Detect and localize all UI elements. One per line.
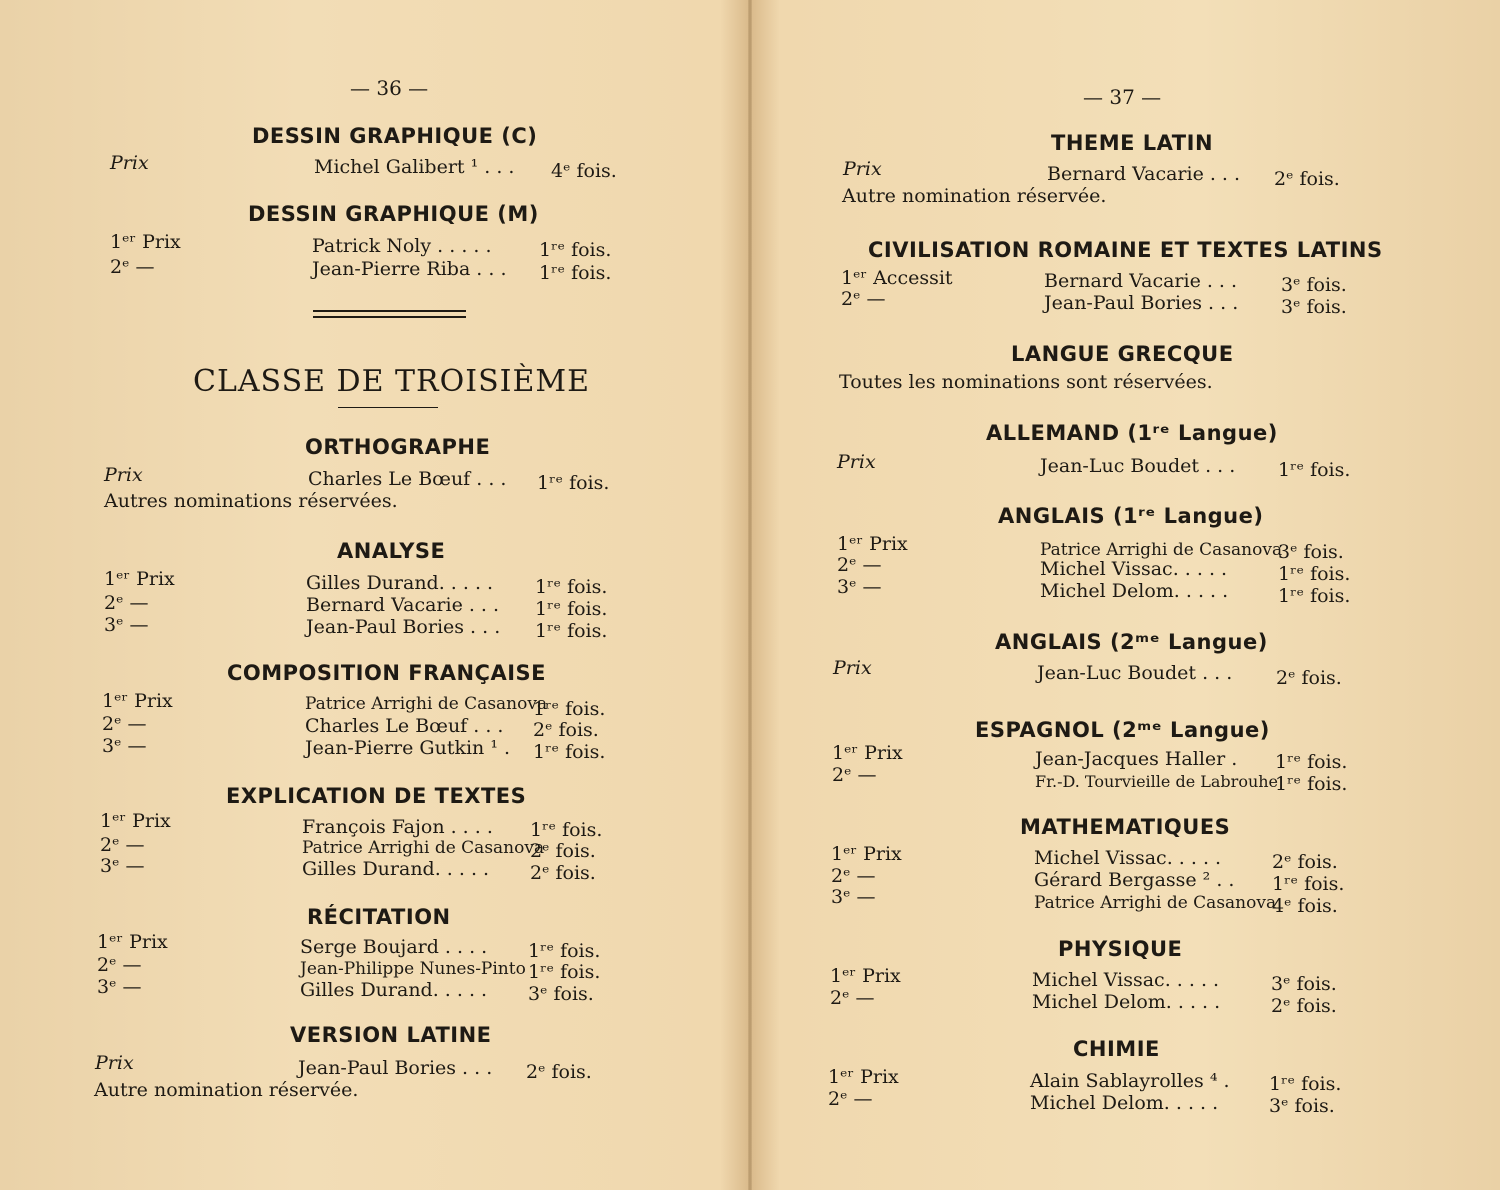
rank-label: 3ᵉ — <box>104 614 149 636</box>
reserved-note: Toutes les nominations sont réservées. <box>839 371 1213 393</box>
laureate-name: Serge Boujard . . . . <box>300 936 488 958</box>
laureate-name: Bernard Vacarie . . . <box>1044 270 1238 292</box>
section-heading: CHIMIE <box>1073 1037 1160 1061</box>
count-label: 1ʳᵉ fois. <box>528 940 601 962</box>
count-label: 3ᵉ fois. <box>1269 1095 1335 1117</box>
rank-label: 3ᵉ — <box>100 855 145 877</box>
page-number: — 37 — <box>1083 85 1162 109</box>
laureate-name: Jean-Luc Boudet . . . <box>1037 662 1233 684</box>
rank-label: Prix <box>95 1052 134 1074</box>
laureate-name: Jean-Jacques Haller . <box>1035 748 1238 770</box>
laureate-name: Patrice Arrighi de Casanova <box>1034 893 1277 913</box>
laureate-name: Bernard Vacarie . . . <box>1047 163 1241 185</box>
rank-label: 1ᵉʳ Prix <box>102 690 173 712</box>
section-heading: COMPOSITION FRANÇAISE <box>227 661 547 685</box>
count-label: 1ʳᵉ fois. <box>1275 751 1348 773</box>
rank-label: Prix <box>837 451 876 473</box>
laureate-name: Michel Galibert ¹ . . . <box>314 156 515 178</box>
count-label: 4ᵉ fois. <box>1272 895 1338 917</box>
laureate-name: Michel Vissac. . . . . <box>1034 847 1222 869</box>
count-label: 1ʳᵉ fois. <box>1272 873 1345 895</box>
rank-label: 1ᵉʳ Prix <box>837 533 908 555</box>
laureate-name: Bernard Vacarie . . . <box>306 594 500 616</box>
laureate-name: Alain Sablayrolles ⁴ . <box>1030 1070 1230 1092</box>
count-label: 1ʳᵉ fois. <box>535 576 608 598</box>
rank-label: 2ᵉ — <box>104 592 149 614</box>
count-label: 2ᵉ fois. <box>530 840 596 862</box>
page-number: — 36 — <box>350 76 429 100</box>
section-heading: ORTHOGRAPHE <box>305 435 491 459</box>
section-heading: THEME LATIN <box>1051 131 1214 155</box>
section-heading: ALLEMAND (1ʳᵉ Langue) <box>986 421 1278 445</box>
count-label: 1ʳᵉ fois. <box>539 262 612 284</box>
laureate-name: Michel Vissac. . . . . <box>1032 969 1220 991</box>
laureate-name: Michel Delom. . . . . <box>1030 1092 1219 1114</box>
section-heading: DESSIN GRAPHIQUE (C) <box>252 124 538 148</box>
laureate-name: Michel Delom. . . . . <box>1032 991 1221 1013</box>
laureate-name: François Fajon . . . . <box>302 816 493 838</box>
rank-label: Prix <box>843 158 882 180</box>
count-label: 3ᵉ fois. <box>1271 973 1337 995</box>
count-label: 2ᵉ fois. <box>1274 168 1340 190</box>
rank-label: 3ᵉ — <box>102 735 147 757</box>
count-label: 2ᵉ fois. <box>526 1061 592 1083</box>
rank-label: 3ᵉ — <box>831 886 876 908</box>
count-label: 2ᵉ fois. <box>530 862 596 884</box>
rank-label: 2ᵉ — <box>100 834 145 856</box>
double-rule <box>313 310 466 318</box>
count-label: 2ᵉ fois. <box>1276 667 1342 689</box>
section-heading: LANGUE GRECQUE <box>1011 342 1234 366</box>
rank-label: 1ᵉʳ Prix <box>97 931 168 953</box>
count-label: 2ᵉ fois. <box>1271 995 1337 1017</box>
rank-label: 2ᵉ — <box>110 256 155 278</box>
reserved-note: Autres nominations réservées. <box>104 490 398 512</box>
laureate-name: Jean-Paul Bories . . . <box>1044 292 1239 314</box>
section-heading: PHYSIQUE <box>1058 937 1183 961</box>
laureate-name: Patrice Arrighi de Casanova <box>302 838 545 858</box>
count-label: 1ʳᵉ fois. <box>1269 1073 1342 1095</box>
section-heading: RÉCITATION <box>307 905 451 929</box>
rank-label: 2ᵉ — <box>837 554 882 576</box>
count-label: 1ʳᵉ fois. <box>1275 773 1348 795</box>
count-label: 3ᵉ fois. <box>1281 296 1347 318</box>
count-label: 1ʳᵉ fois. <box>1278 563 1351 585</box>
rank-label: 2ᵉ — <box>97 954 142 976</box>
count-label: 1ʳᵉ fois. <box>530 819 603 841</box>
laureate-name: Gilles Durand. . . . . <box>306 572 494 594</box>
section-heading: ANGLAIS (1ʳᵉ Langue) <box>998 504 1264 528</box>
rank-label: 1ᵉʳ Prix <box>832 742 903 764</box>
laureate-name: Jean-Pierre Riba . . . <box>312 258 507 280</box>
rank-label: 1ᵉʳ Prix <box>110 231 181 253</box>
rank-label: 1ᵉʳ Prix <box>100 810 171 832</box>
laureate-name: Gilles Durand. . . . . <box>302 858 490 880</box>
laureate-name: Charles Le Bœuf . . . <box>305 715 504 737</box>
count-label: 3ᵉ fois. <box>528 983 594 1005</box>
rank-label: 2ᵉ — <box>830 987 875 1009</box>
laureate-name: Jean-Paul Bories . . . <box>298 1057 493 1079</box>
rank-label: Prix <box>104 464 143 486</box>
count-label: 1ʳᵉ fois. <box>535 620 608 642</box>
laureate-name: Gilles Durand. . . . . <box>300 979 488 1001</box>
count-label: 3ᵉ fois. <box>1278 541 1344 563</box>
section-heading: ANALYSE <box>337 539 446 563</box>
rank-label: 3ᵉ — <box>97 976 142 998</box>
section-heading: ESPAGNOL (2ᵐᵉ Langue) <box>975 718 1270 742</box>
rank-label: 2ᵉ — <box>841 288 886 310</box>
rank-label: 3ᵉ — <box>837 576 882 598</box>
rank-label: 1ᵉʳ Prix <box>831 843 902 865</box>
section-heading: VERSION LATINE <box>290 1023 492 1047</box>
rank-label: 1ᵉʳ Prix <box>104 568 175 590</box>
section-heading: CIVILISATION ROMAINE ET TEXTES LATINS <box>868 238 1383 262</box>
laureate-name: Fr.-D. Tourvieille de Labrouhe <box>1035 772 1279 791</box>
laureate-name: Gérard Bergasse ² . . <box>1034 869 1235 891</box>
reserved-note: Autre nomination réservée. <box>94 1079 359 1101</box>
section-heading: DESSIN GRAPHIQUE (M) <box>248 202 539 226</box>
count-label: 1ʳᵉ fois. <box>539 239 612 261</box>
rank-label: 2ᵉ — <box>102 713 147 735</box>
section-heading: MATHEMATIQUES <box>1020 815 1231 839</box>
section-heading: ANGLAIS (2ᵐᵉ Langue) <box>995 630 1268 654</box>
rank-label: Prix <box>833 657 872 679</box>
count-label: 1ʳᵉ fois. <box>533 741 606 763</box>
laureate-name: Charles Le Bœuf . . . <box>308 468 507 490</box>
laureate-name: Jean-Pierre Gutkin ¹ . <box>305 737 511 759</box>
rank-label: 2ᵉ — <box>828 1088 873 1110</box>
laureate-name: Patrick Noly . . . . . <box>312 235 492 257</box>
laureate-name: Jean-Paul Bories . . . <box>306 616 501 638</box>
count-label: 2ᵉ fois. <box>1272 851 1338 873</box>
count-label: 1ʳᵉ fois. <box>1278 585 1351 607</box>
count-label: 4ᵉ fois. <box>551 160 617 182</box>
rank-label: 1ᵉʳ Prix <box>830 965 901 987</box>
rank-label: 1ᵉʳ Prix <box>828 1066 899 1088</box>
rank-label: 2ᵉ — <box>832 764 877 786</box>
rank-label: 1ᵉʳ Accessit <box>841 267 953 289</box>
laureate-name: Jean-Luc Boudet . . . <box>1040 455 1236 477</box>
rank-label: Prix <box>110 152 149 174</box>
count-label: 1ʳᵉ fois. <box>528 961 601 983</box>
left-page <box>0 0 745 1190</box>
count-label: 1ʳᵉ fois. <box>537 472 610 494</box>
laureate-name: Michel Vissac. . . . . <box>1040 558 1228 580</box>
count-label: 3ᵉ fois. <box>1281 274 1347 296</box>
title-rule <box>338 407 438 408</box>
laureate-name: Patrice Arrighi de Casanova <box>305 694 548 714</box>
rank-label: 2ᵉ — <box>831 865 876 887</box>
class-title: CLASSE DE TROISIÈME <box>193 364 591 399</box>
book-fold <box>748 0 752 1190</box>
laureate-name: Michel Delom. . . . . <box>1040 580 1229 602</box>
laureate-name: Jean-Philippe Nunes-Pinto <box>300 959 526 979</box>
laureate-name: Patrice Arrighi de Casanova <box>1040 540 1283 560</box>
section-heading: EXPLICATION DE TEXTES <box>226 784 527 808</box>
count-label: 1ʳᵉ fois. <box>1278 459 1351 481</box>
count-label: 2ᵉ fois. <box>533 719 599 741</box>
count-label: 1ʳᵉ fois. <box>533 698 606 720</box>
reserved-note: Autre nomination réservée. <box>842 185 1107 207</box>
right-page <box>755 0 1500 1190</box>
count-label: 1ʳᵉ fois. <box>535 598 608 620</box>
